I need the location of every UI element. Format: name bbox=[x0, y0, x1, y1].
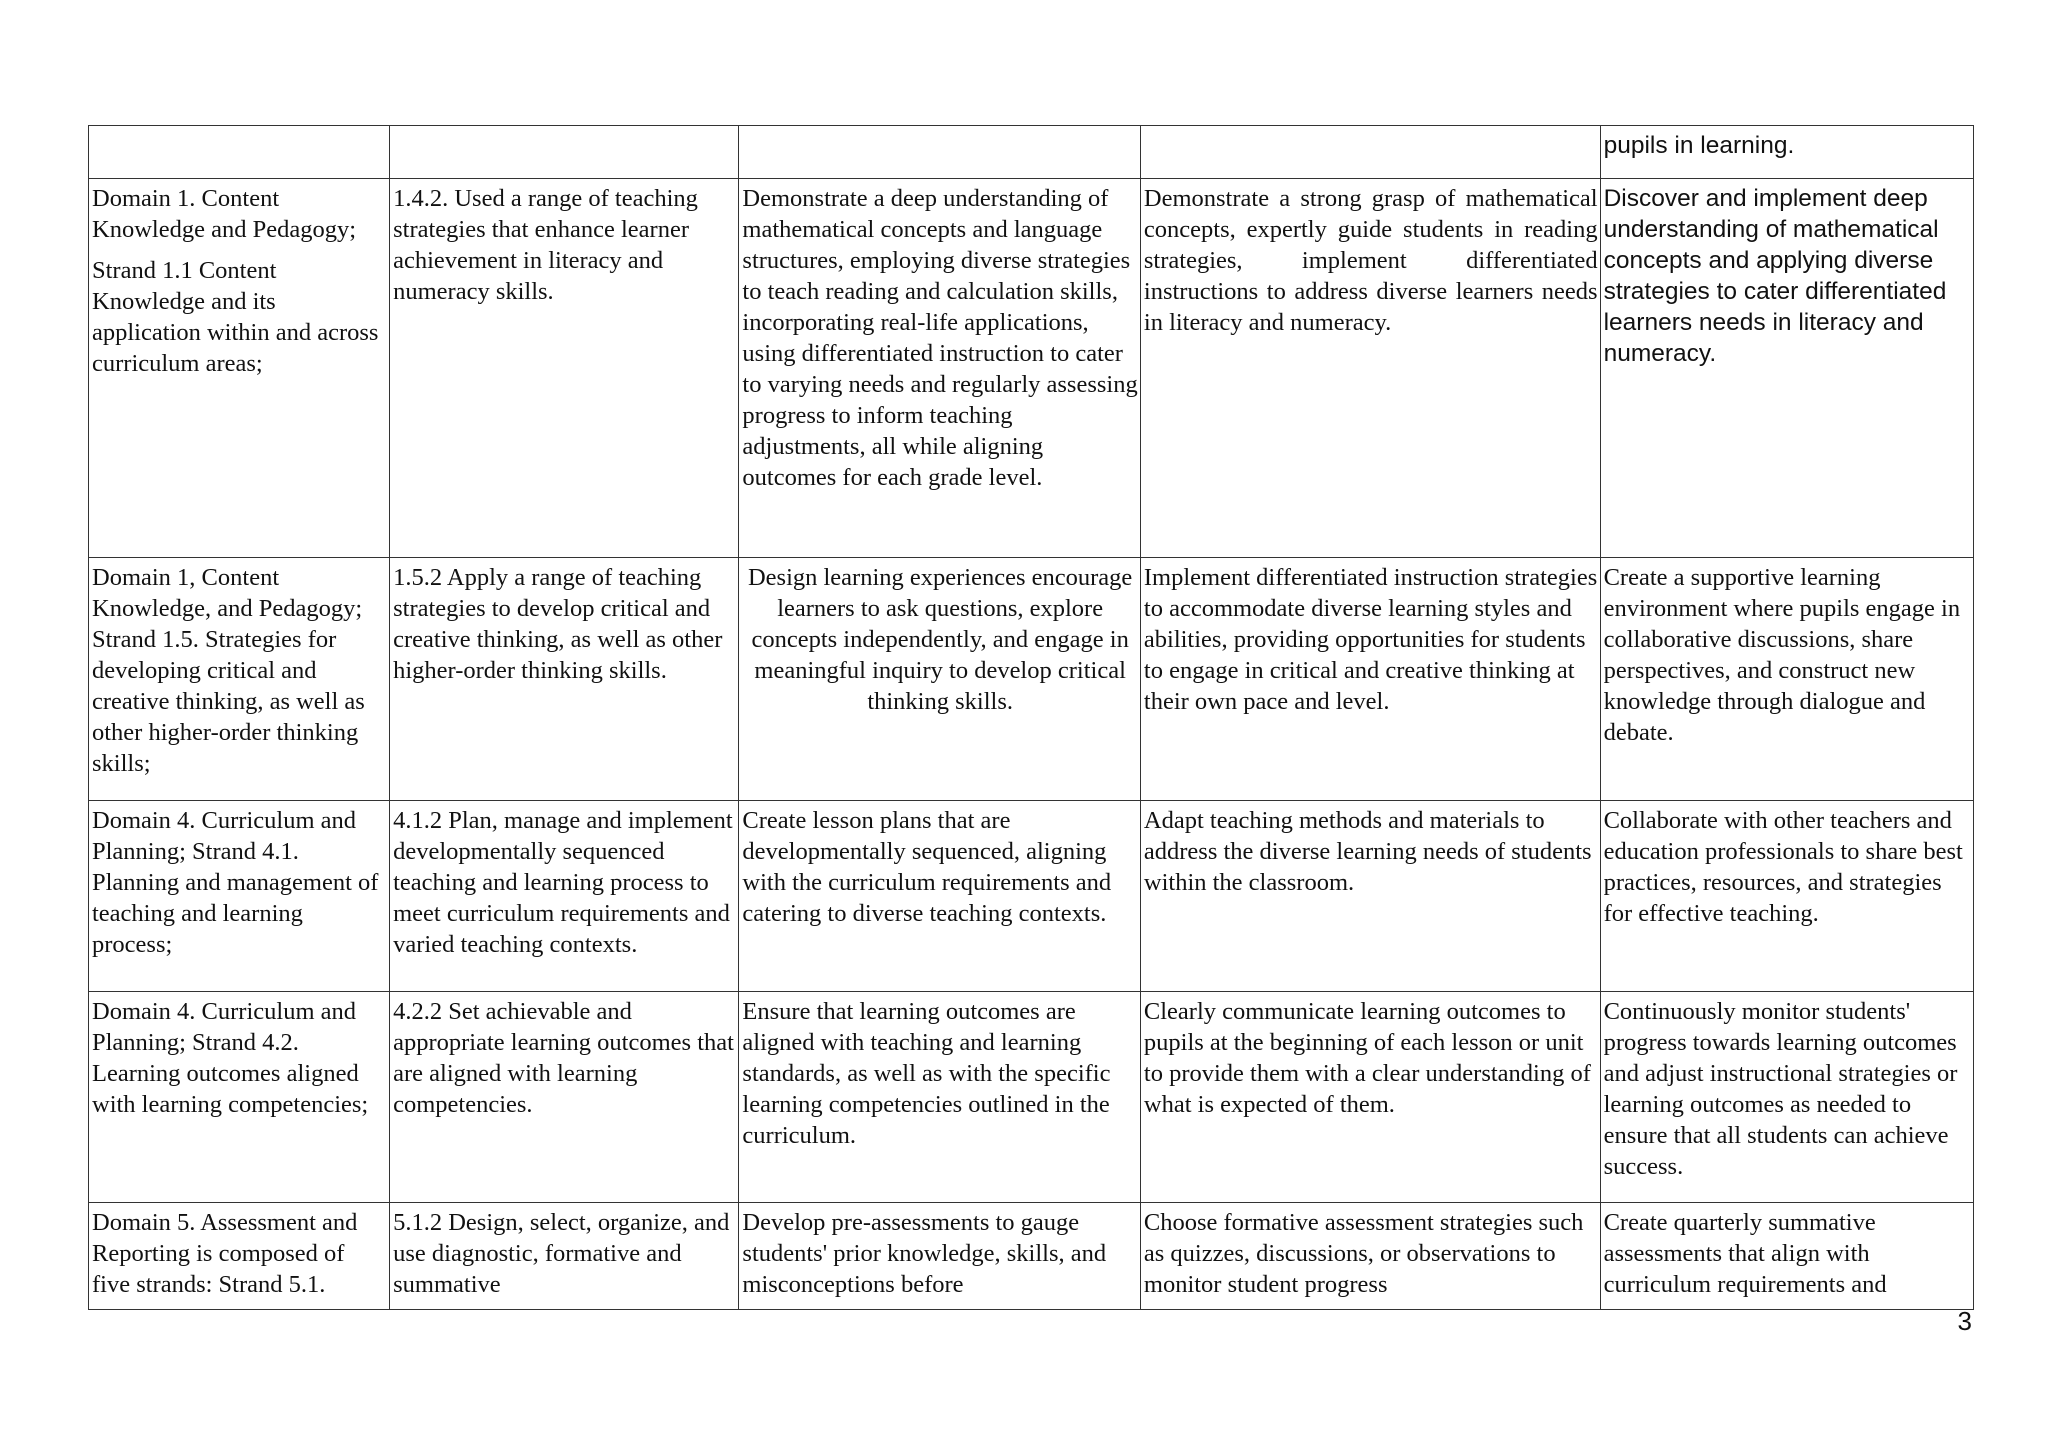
table-row bbox=[89, 558, 1974, 801]
cell-col4: Adapt teaching methods and materials to address the diverse learning needs of students within the classroom. bbox=[1140, 801, 1600, 992]
cell-col3: Ensure that learning outcomes are aligned with teaching and learning standards, as well as with the specific learning competencies outlined in the curriculum. bbox=[739, 992, 1140, 1203]
cell-domain: Domain 4. Curriculum and Planning; Strand 4.2. Learning outcomes aligned with learning competencies; bbox=[89, 992, 390, 1203]
table-row bbox=[89, 179, 1974, 558]
domain-text: Domain 1. Content Knowledge and Pedagogy; bbox=[92, 185, 356, 243]
cell-col3: Design learning experiences encourage learners to ask questions, explore concepts independently, and engage in meaningful inquiry to develop critical thinking skills. bbox=[739, 558, 1140, 801]
cell-col3: Create lesson plans that are developmentally sequenced, aligning with the curriculum requirements and catering to diverse teaching contexts. bbox=[739, 801, 1140, 992]
cell-indicator: 5.1.2 Design, select, organize, and use diagnostic, formative and summative bbox=[390, 1203, 739, 1310]
competency-table bbox=[88, 125, 1974, 1310]
cell-col5: Collaborate with other teachers and education professionals to share best practices, resources, and strategies for effective teaching. bbox=[1600, 801, 1973, 992]
table-row bbox=[89, 126, 1974, 179]
cell-col5: Create quarterly summative assessments that align with curriculum requirements and bbox=[1600, 1203, 1973, 1310]
cell-col4: Demonstrate a strong grasp of mathematical concepts, expertly guide students in reading strategies, implement differentiated instructions to address diverse learners needs in literacy and numeracy. bbox=[1140, 179, 1600, 558]
cell-domain: Domain 5. Assessment and Reporting is composed of five strands: Strand 5.1. bbox=[89, 1203, 390, 1310]
cell-col4: Choose formative assessment strategies such as quizzes, discussions, or observations to monitor student progress bbox=[1140, 1203, 1600, 1310]
page-number: 3 bbox=[1957, 1306, 1972, 1336]
cell-domain bbox=[89, 126, 390, 179]
cell-indicator: 1.4.2. Used a range of teaching strategies that enhance learner achievement in literacy and numeracy skills. bbox=[390, 179, 739, 558]
table-row bbox=[89, 992, 1974, 1203]
table-row bbox=[89, 801, 1974, 992]
cell-col5: Continuously monitor students' progress towards learning outcomes and adjust instructional strategies or learning outcomes as needed to ensure that all students can achieve success. bbox=[1600, 992, 1973, 1203]
strand-text: Strand 1.1 Content Knowledge and its application within and across curriculum areas; bbox=[92, 257, 379, 377]
cell-domain bbox=[89, 179, 390, 558]
cell-col5: pupils in learning. bbox=[1600, 126, 1973, 179]
cell-col5: Create a supportive learning environment where pupils engage in collaborative discussions, share perspectives, and construct new knowledge through dialogue and debate. bbox=[1600, 558, 1973, 801]
cell-col4: Clearly communicate learning outcomes to pupils at the beginning of each lesson or unit to provide them with a clear understanding of what is expected of them. bbox=[1140, 992, 1600, 1203]
cell-col3 bbox=[739, 126, 1140, 179]
cell-col4 bbox=[1140, 126, 1600, 179]
cell-indicator bbox=[390, 126, 739, 179]
cell-indicator: 4.2.2 Set achievable and appropriate learning outcomes that are aligned with learning competencies. bbox=[390, 992, 739, 1203]
cell-indicator: 1.5.2 Apply a range of teaching strategies to develop critical and creative thinking, as well as other higher-order thinking skills. bbox=[390, 558, 739, 801]
cell-col5: Discover and implement deep understanding of mathematical concepts and applying diverse strategies to cater differentiated learners needs in literacy and numeracy. bbox=[1600, 179, 1973, 558]
cell-col4: Implement differentiated instruction strategies to accommodate diverse learning styles and abilities, providing opportunities for students to engage in critical and creative thinking at their own pace and level. bbox=[1140, 558, 1600, 801]
cell-indicator: 4.1.2 Plan, manage and implement developmentally sequenced teaching and learning process to meet curriculum requirements and varied teaching contexts. bbox=[390, 801, 739, 992]
cell-col3: Demonstrate a deep understanding of mathematical concepts and language structures, employing diverse strategies to teach reading and calculation skills, incorporating real-life applications, using differentiated instruction to cater to varying needs and regularly assessing progress to inform teaching adjustments, all while aligning outcomes for each grade level. bbox=[739, 179, 1140, 558]
cell-domain: Domain 1, Content Knowledge, and Pedagogy; Strand 1.5. Strategies for developing critical and creative thinking, as well as other higher-order thinking skills; bbox=[89, 558, 390, 801]
cell-col3: Develop pre-assessments to gauge students' prior knowledge, skills, and misconceptions before bbox=[739, 1203, 1140, 1310]
table-row bbox=[89, 1203, 1974, 1310]
cell-domain: Domain 4. Curriculum and Planning; Strand 4.1. Planning and management of teaching and learning process; bbox=[89, 801, 390, 992]
